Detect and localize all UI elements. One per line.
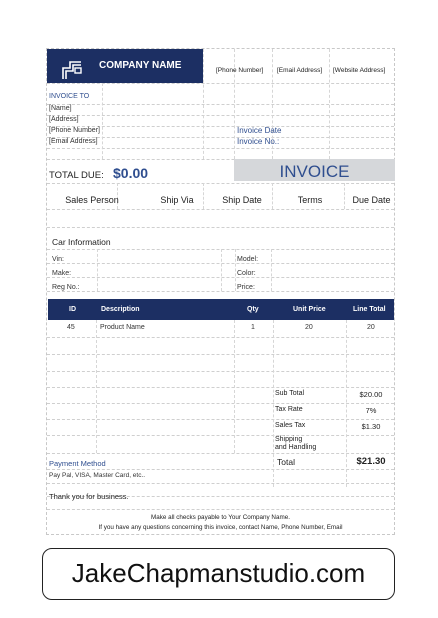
- invoice-to-heading: INVOICE TO: [49, 93, 90, 100]
- divider: [47, 227, 394, 228]
- divider: [47, 403, 394, 404]
- payment-method-heading: Payment Method: [49, 459, 106, 468]
- thank-you: Thank you for business.: [49, 492, 129, 501]
- model-label: Model:: [237, 256, 259, 263]
- divider: [47, 371, 394, 372]
- divider: [273, 320, 274, 487]
- divider: [47, 291, 394, 292]
- invoice-title: INVOICE: [279, 162, 350, 181]
- items-col-line-total: Line Total: [353, 306, 386, 313]
- sales-tax-label: Sales Tax: [275, 422, 306, 429]
- invoice-date-label: Invoice Date: [237, 126, 282, 135]
- header-bar: [47, 49, 203, 83]
- col-sales-person: Sales Person: [65, 195, 119, 205]
- invoice-number-label: Invoice No.:: [237, 137, 280, 146]
- divider: [47, 453, 394, 454]
- color-label: Color:: [237, 270, 256, 277]
- invoice-title-box: [234, 159, 395, 181]
- divider: [47, 337, 394, 338]
- col-ship-via: Ship Via: [160, 195, 194, 205]
- item-line-total: 20: [367, 324, 375, 331]
- divider: [235, 249, 236, 291]
- company-logo-icon: [61, 58, 83, 80]
- payment-methods: Pay Pal, VISA, Master Card, etc..: [49, 472, 146, 479]
- sales-tax-value: $1.30: [361, 422, 381, 431]
- divider: [47, 387, 394, 388]
- shipping-handling-label: [275, 436, 316, 452]
- divider: [47, 83, 394, 84]
- make-label: Make:: [52, 270, 72, 277]
- divider: [47, 115, 394, 116]
- col-due-date: Due Date: [352, 195, 391, 205]
- total-due-value: $0.00: [113, 165, 149, 181]
- total-label: Total: [277, 457, 295, 467]
- invoice-sheet: [46, 48, 395, 535]
- items-col-qty: Qty: [247, 306, 259, 313]
- divider: [329, 49, 330, 159]
- divider: [47, 483, 394, 484]
- divider: [47, 104, 394, 105]
- divider: [47, 509, 394, 510]
- car-info-heading: Car Information: [52, 237, 111, 247]
- divider: [344, 183, 345, 209]
- bill-to-phone: [Phone Number]: [49, 127, 100, 134]
- item-description: Product Name: [100, 324, 145, 331]
- company-email: [Email Address]: [277, 67, 323, 74]
- tax-rate-value: 7%: [365, 406, 377, 415]
- total-due-label: TOTAL DUE:: [49, 170, 104, 181]
- item-unit-price: 20: [305, 324, 313, 331]
- divider: [47, 469, 394, 470]
- footer-line-1: Make all checks payable to Your Company Name.: [151, 514, 290, 521]
- subtotal-label: Sub Total: [275, 390, 305, 397]
- divider: [234, 320, 235, 453]
- price-label: Price:: [237, 284, 255, 291]
- bill-to-email: [Email Address]: [49, 138, 98, 145]
- item-id: 45: [67, 324, 75, 331]
- shipping-label-line2: and Handling: [275, 444, 317, 451]
- divider: [272, 183, 273, 209]
- divider: [47, 354, 394, 355]
- bill-to-address: [Address]: [49, 116, 79, 123]
- watermark-banner: [42, 548, 395, 600]
- item-qty: 1: [251, 324, 255, 331]
- reg-label: Reg No.:: [52, 284, 80, 291]
- divider: [47, 209, 394, 210]
- divider: [47, 137, 394, 138]
- col-ship-date: Ship Date: [222, 195, 262, 205]
- divider: [97, 249, 98, 291]
- divider: [271, 249, 272, 291]
- divider: [102, 83, 103, 159]
- divider: [47, 183, 394, 184]
- total-value: $21.30: [356, 456, 386, 467]
- divider: [234, 49, 235, 159]
- tax-rate-label: Tax Rate: [275, 406, 303, 413]
- company-website: [Website Address]: [333, 67, 386, 74]
- items-col-description: Description: [101, 306, 140, 313]
- footer-line-2: If you have any questions concerning this invoice, contact Name, Phone Number, Email: [98, 524, 343, 531]
- company-phone: [Phone Number]: [216, 67, 264, 74]
- col-terms: Terms: [297, 195, 323, 205]
- divider: [47, 435, 394, 436]
- items-header: [48, 299, 394, 320]
- bill-to-name: [Name]: [49, 105, 72, 112]
- divider: [47, 419, 394, 420]
- subtotal-value: $20.00: [359, 390, 383, 399]
- divider: [96, 320, 97, 453]
- vin-label: Vin:: [52, 256, 64, 263]
- watermark-text: JakeChapmanstudio.com: [71, 558, 366, 588]
- divider: [203, 49, 204, 159]
- items-col-unit-price: Unit Price: [293, 306, 326, 313]
- divider: [47, 148, 394, 149]
- divider: [221, 249, 222, 291]
- items-col-id: ID: [69, 306, 76, 313]
- shipping-label-line1: Shipping: [275, 436, 303, 443]
- company-name: COMPANY NAME: [99, 60, 182, 71]
